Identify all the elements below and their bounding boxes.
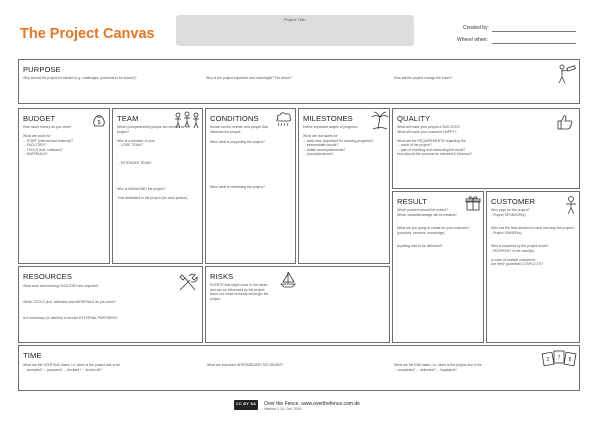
conditions-supporting-question: Who/ what is supporting the project? bbox=[210, 140, 265, 144]
risks-section[interactable] bbox=[205, 266, 390, 343]
tools-icon bbox=[177, 271, 199, 293]
footer-version: Version 1.10, Oct. 2016 bbox=[264, 407, 302, 411]
milestones-section[interactable] bbox=[298, 108, 390, 264]
budget-section[interactable] bbox=[18, 108, 110, 264]
conditions-section[interactable] bbox=[205, 108, 296, 264]
thumbs-up-icon bbox=[556, 113, 574, 131]
svg-text:8: 8 bbox=[568, 357, 572, 363]
project-title-label: Project Title: bbox=[283, 17, 306, 22]
risks-title: RISKS bbox=[210, 272, 234, 281]
resources-section[interactable] bbox=[18, 266, 203, 343]
palm-tree-icon bbox=[371, 111, 389, 131]
purpose-title: PURPOSE bbox=[23, 65, 61, 74]
team-questions: Which (competencies) people are needed for the project? Who is a member of your ... CORE TEAM? ... EXTENDED TEAM? bbox=[117, 125, 191, 165]
team-section[interactable] bbox=[112, 108, 203, 264]
time-end-question: What are the END dates, i.e. when is the project due to be ... completed? ... delivered? ... liquidated? bbox=[394, 363, 482, 372]
budget-questions: How much money do you need? What are costs for: ... STAFF (internal and external)? ... FACILITIES? ... TOOLS (incl. software)? ... MATERIALS? bbox=[23, 125, 74, 156]
cc-license-label: CC BY SA bbox=[236, 402, 257, 406]
quality-title: QUALITY bbox=[397, 114, 431, 123]
canvas-title: The Project Canvas bbox=[20, 26, 155, 42]
purpose-question-2: Why is the project important and meaningful? For whom? bbox=[206, 76, 292, 80]
result-section[interactable] bbox=[392, 191, 484, 343]
created-by-field[interactable] bbox=[492, 31, 576, 32]
telescope-icon bbox=[555, 63, 577, 85]
time-starting-question: What are the STARTING dates, i.e. when is the project due to be ... accepted? ... prepared? ... decided? ... kicked-off? bbox=[23, 363, 121, 372]
risks-description: EVENTS that might occur in the future and can be influenced by the project team, but could seriously endanger the project. bbox=[210, 283, 269, 301]
result-title: RESULT bbox=[397, 197, 427, 206]
resources-title: RESOURCES bbox=[23, 272, 73, 281]
budget-title: BUDGET bbox=[23, 114, 56, 123]
milestones-questions: Define important stages of progress! What are due dates for ... early wins (important for showing progress)? ... intermediate results? ... visible accomplishments? ... (count)decisions? bbox=[303, 125, 374, 156]
quality-section[interactable] bbox=[392, 108, 580, 189]
time-intermediate-question: What are important INTERMEDIATE DECISIONS? bbox=[207, 363, 284, 367]
where-when-field[interactable] bbox=[492, 43, 576, 44]
where-when-label: Where/ when: bbox=[457, 37, 488, 43]
team-people-icon bbox=[173, 111, 201, 129]
conditions-intro: Known forces, events, and people that influence the project. bbox=[210, 125, 268, 134]
time-section[interactable] bbox=[18, 345, 580, 391]
resources-tools-question: Which TOOLS (incl. software) and MATERIALS do you need? bbox=[23, 300, 116, 304]
person-icon bbox=[563, 195, 579, 215]
svg-text:$: $ bbox=[97, 120, 101, 126]
purpose-section[interactable] bbox=[18, 59, 580, 104]
quality-questions: What will make your project a SUCCESS? What will make your customer HAPPY? What are the REQUIREMENTS regarding the ... result of the project? ... path of reaching and measuring the result? How should the outcome be checked & informed? bbox=[397, 125, 472, 156]
time-title: TIME bbox=[23, 351, 42, 360]
resources-facilities-question: What work and meeting FACILITIES are required? bbox=[23, 284, 99, 288]
created-by-label: Created by: bbox=[463, 25, 489, 31]
footer-credit: Over the Fence, www.overthefence.com.de bbox=[264, 401, 360, 407]
resources-partners-question: Is it necessary (or desired) to involve EXTERNAL PARTNERS? bbox=[23, 316, 118, 320]
money-bag-icon bbox=[91, 112, 107, 128]
team-title: TEAM bbox=[117, 114, 139, 123]
conditions-title: CONDITIONS bbox=[210, 114, 259, 123]
team-managing-questions: Who is MANAGING the project? Time dedicated to the project (for each person). bbox=[117, 187, 189, 200]
conditions-restraining-question: Who/ what is restraining the project? bbox=[210, 185, 265, 189]
purpose-question-1: Why should the project be started (e.g. challenges, problems to be solved)? bbox=[23, 76, 137, 80]
customer-title: CUSTOMER bbox=[491, 197, 536, 206]
rain-cloud-icon bbox=[274, 111, 294, 129]
sailboat-icon bbox=[279, 270, 297, 288]
gift-icon bbox=[465, 195, 481, 211]
svg-text:2: 2 bbox=[546, 357, 550, 363]
result-questions: Which problem should be solved? Which value/advantage will be created? What are you going to create for your customer? (products, services, knowledge) Anything else to be delivered? bbox=[397, 208, 470, 248]
milestones-title: MILESTONES bbox=[303, 114, 353, 123]
svg-text:7: 7 bbox=[557, 355, 561, 361]
purpose-question-3: How will the project change the future? bbox=[394, 76, 453, 80]
project-title-field[interactable] bbox=[176, 15, 414, 46]
customer-questions: Who pays for the project? - Project SPONSOR(s). Who has the final decision to start and stop the project? - Project OWNER(s). Who is impacted by the project result? - RECIPIENT of the result(s). In case of multiple customers: Are there (potential) CONFLICTS? bbox=[491, 208, 575, 266]
calendar-pages-icon bbox=[541, 349, 577, 371]
customer-section[interactable] bbox=[486, 191, 580, 343]
